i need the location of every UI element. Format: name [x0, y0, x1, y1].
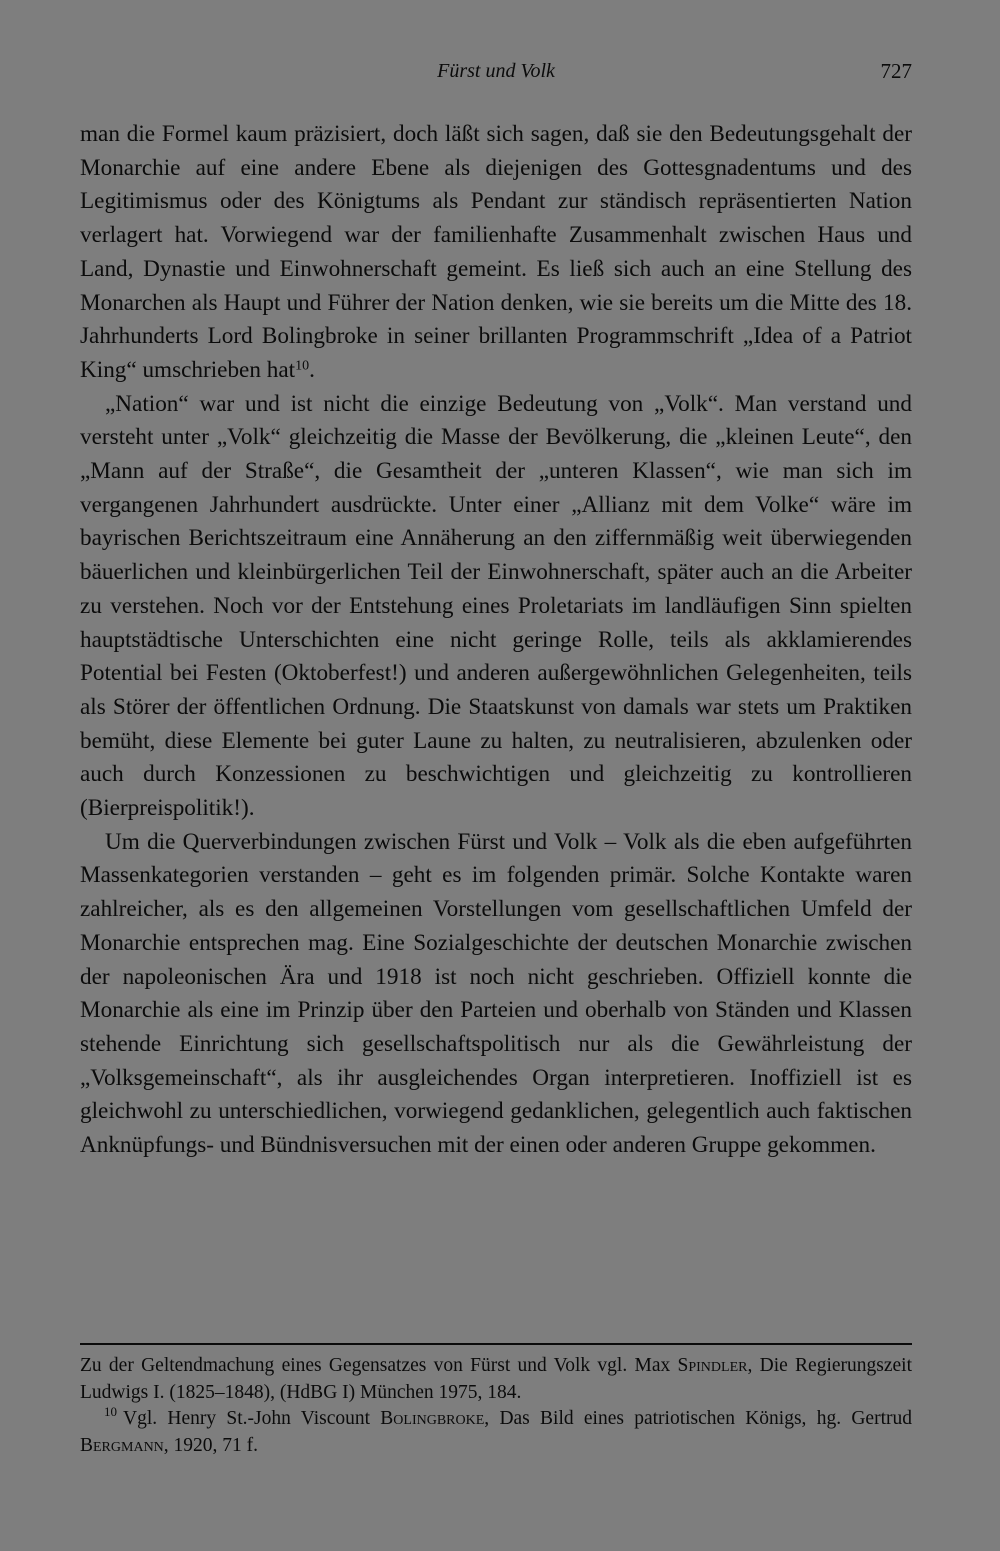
- page-number: 727: [880, 59, 912, 83]
- footnote-10: [80, 1406, 912, 1459]
- footnote-9-author: Spindler: [677, 1355, 748, 1376]
- footnote-9: [80, 1353, 912, 1406]
- paragraph-3: Um die Querverbindungen zwischen Fürst und Volk – Volk als die eben aufgeführten Massenkategorien verstanden – geht es im folgenden primär. Solche Kontakte waren zahlreicher, als es den allgemeinen Vorstellungen vom gesellschaftlichen Umfeld der Monarchie entsprechen mag. Eine Sozialgeschichte der deutschen Monarchie zwischen der napoleonischen Ära und 1918 ist noch nicht geschrieben. Offiziell konnte die Monarchie als eine im Prinzip über den Parteien und oberhalb von Ständen und Klassen stehende Einrichtung sich gesellschaftspolitisch nur als die Gewährleistung der „Volksgemeinschaft“, als ihr ausgleichendes Organ interpretieren. Inoffiziell ist es gleichwohl zu unterschiedlichen, vorwiegend gedanklichen, gelegentlich auch faktischen Anknüpfungs- und Bündnisversuchen mit der einen oder anderen Gruppe gekommen.: [80, 828, 912, 1159]
- footnotes: [80, 1353, 912, 1459]
- footnote-divider: [80, 1343, 912, 1345]
- paragraph-1-end: .: [309, 356, 315, 383]
- footnote-10-editor: Bergmann: [80, 1434, 164, 1456]
- footnote-10-text-middle: , Das Bild eines patriotischen Königs, hg. Gertrud: [484, 1408, 912, 1429]
- footnote-10-text-end: , 1920, 71 f.: [163, 1434, 259, 1456]
- page-header: [80, 54, 912, 88]
- footnote-10-author: Bolingbroke: [380, 1408, 485, 1429]
- footnote-10-text-start: Vgl. Henry St.-John Viscount: [123, 1408, 381, 1429]
- footnote-9-text-start: Zu der Geltendmachung eines Gegensatzes von Fürst und Volk vgl. Max: [80, 1355, 678, 1376]
- paragraph-1-text: man die Formel kaum präzisiert, doch läßt sich sagen, daß sie den Bedeutungsgehalt der Monarchie auf eine andere Ebene als diejenigen des Gottesgnadentums und des Legitimismus oder des Königtums als Pendant zur ständisch repräsentierten Nation verlagert hat. Vorwiegend war der familienhafte Zusammenhalt zwischen Haus und Land, Dynastie und Einwohnerschaft gemeint. Es ließ sich auch an eine Stellung des Monarchen als Haupt und Führer der Nation denken, wie sie bereits um die Mitte des 18. Jahrhunderts Lord Bolingbroke in seiner brillanten Programmschrift „Idea of a Patriot King“ umschrieben hat: [80, 121, 912, 383]
- running-head: Fürst und Volk: [437, 60, 555, 82]
- paragraph-2: „Nation“ war und ist nicht die einzige Bedeutung von „Volk“. Man verstand und versteht unter „Volk“ gleichzeitig die Masse der Bevölkerung, die „kleinen Leute“, den „Mann auf der Straße“, die Gesamtheit der „unteren Klassen“, wie man sich im vergangenen Jahrhundert ausdrückte. Unter einer „Allianz mit dem Volke“ wäre im bayrischen Berichtszeitraum eine Annäherung an den ziffernmäßig weit überwiegenden bäuerlichen und kleinbürgerlichen Teil der Einwohnerschaft, später auch an die Arbeiter zu verstehen. Noch vor der Entstehung eines Proletariats im landläufigen Sinn spielten hauptstädtische Unterschichten eine nicht geringe Rolle, teils als akklamierendes Potential bei Festen (Oktoberfest!) und anderen außergewöhnlichen Gelegenheiten, teils als Störer der öffentlichen Ordnung. Die Staatskunst von damals war stets um Praktiken bemüht, diese Elemente bei guter Laune zu halten, zu neutralisieren, abzulenken oder auch durch Konzessionen zu beschwichtigen und gleichzeitig zu kontrollieren (Bierpreispolitik!).: [80, 390, 912, 822]
- footnote-ref-10: 10: [295, 358, 310, 374]
- footnote-9-text-end: , Die Regierungszeit Ludwigs I. (1825–1848), (HdBG I) München 1975, 184.: [80, 1355, 912, 1403]
- main-text: [80, 118, 912, 1163]
- paragraph-1: [80, 118, 912, 388]
- footnote-10-number: 10: [104, 1404, 117, 1420]
